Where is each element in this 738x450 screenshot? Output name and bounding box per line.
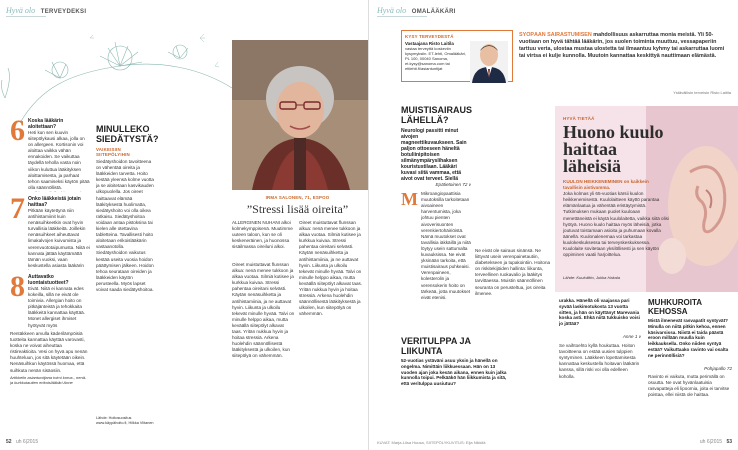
- intro-lead: SYÖPÄÄN SAIRASTUMISEN: [519, 32, 592, 38]
- qa-text-7: Pitkään käytettynä niin antihistamiinit kuin nenäsuihkeetkin ovat hyvin turvallisia lääkkeitä. Joillekin nenäsuihkeet aiheuttavat limakalvojen kuivumista ja verenvuototaipumusta. Niitä ei kannata jättää käyttämättä tämän vuoksi, vaan keskustella asiasta lääkärin: [28, 208, 90, 268]
- qa-thrombosis-question: 52-vuotias ystäväni asuu yksin ja hänellä on ongelma. Nimittäin liikkuessaan. Hän on 13 vuoden ajan joka kesän aikana, ennen kuin jalka kunnolla toipui. Pelkääkö hän liikkumista ja sitä, että veritulppa uusiutuu?: [401, 358, 507, 387]
- right-footer: [700, 439, 732, 445]
- feature-text: Oireet muistuttavat flunssan alkua: nenä menee tukkoon ja alkaa vuotaa. Silmiä kutisee ja kurkkua kuivaa. Stressi pahentaa oireitani selvästi. Käytän nenäsuihketta ja antihistamiinia, ja ne auttavat hyvin. Liikunta ja ulkoilu tekevät minulle hyvää. Talvi on minulle helppo aikaa, mutta keväällä siitepölyt alkavat taas. Yritän nukkua hyvin ja hoitaa stressiä. Arkena huolehdin säännöllisestä lääkityksestä ja ulkoilen, kun siitepölyä on vähemmän.: [232, 262, 295, 359]
- dandelion-illustration: [0, 18, 232, 128]
- qa-memory: [401, 105, 471, 317]
- qa-number-7: 7: [10, 192, 25, 225]
- qa-question-6: Koska lääkärin aloitettaan?: [28, 118, 64, 130]
- credits: KUVAT: Marja-Liisa Huusa, SIITEPÖLYKUVITUS: Eija Nikkilä: [377, 440, 486, 445]
- right-page: [369, 0, 738, 450]
- qa-lumps-question: Mistä ilmenevät rasvapatit syntyvät? Minulla on niitä pitkin kehoa, ennen käsivarsissa. Niistä ei taida päästä eroon millään muulla kuin leikkauksella. Onko niiden syntyä estää? Vaikuttaako ravinto vai osalta ne perinnöllisiä?: [648, 318, 729, 358]
- issue-right: uh 6|2015: [699, 439, 723, 445]
- qa-item-7: [10, 192, 90, 270]
- qa-anticoag-answer: Se vaihtoehto kyllä houkuttaa. Hoiton tavoitteena on estää uusien tulppien syntyminen. Lääkkeen lopettamisesta kannattaa keskustella hoitavan lääkärin kanssa, sillä riski voi olla edelleen koholla.: [559, 343, 640, 379]
- sidebar-box: [96, 124, 159, 426]
- expert-name: Vastaajana Risto Laitila: [405, 41, 454, 46]
- qa-text-8b: Rentäkkeen arvulla käderilämpöisiä tuotteita kannattaa käyttää varovasti, koska ne voivat aiheuttaa ristireaktioita. Vesi on hyvä apu nenän huuhteluun, jos sitä käytetään oikein. Nenäsuihkun käytössä huomaa, että suihkuta nenän sisäosiin.: [10, 331, 88, 373]
- qa-anticoag-text: urakka. Hänellä oli vaajassa pari syvää laskimotukosta 13 vuotta sitten, ja hän on käyttänyt Marevania koska asti. Ehkä niitä tukkuisko voisi jo jättää?: [559, 298, 640, 327]
- qa-question-8: Auttavatko luontaistuotteet?: [28, 274, 69, 286]
- qa-question-7: Onko lääkkeistä jotain haittaa?: [28, 196, 81, 208]
- feature-name-line: IRMA SALONEN, 71, ESPOO: [265, 195, 330, 200]
- intro-text: mahdollisuus askarruttaa monia meistä. Yli 50-vuotiaan on hyvä tähtää lääkärin, jos suolen toiminta muuttuu, vessapaperiin tarttuu verta, ulostaa mustaa ulostetta tai ilmaantuu kyhmy tai askarruttaa luomi tai virtsa ei kulje kunnolla. Muutoin kannattaa keskittyä nauttimaan elämästä.: [519, 32, 725, 59]
- qa-number-8: 8: [10, 270, 25, 303]
- feature-headline: ”Stressi lisää oireita”: [246, 202, 349, 216]
- hearing-lead: KUULON HEIKKENEMINEN on kaikkein tavallisin aistivamma.: [563, 179, 649, 191]
- section-name-right: OMALÄÄKÄRI: [411, 9, 456, 15]
- qa-number-6: 6: [10, 114, 25, 147]
- qa-memory-sig: Epätietoinen 72 v: [435, 182, 471, 187]
- expert-avatar: [470, 41, 508, 83]
- qa-memory-answer: Mikroangiopaattisia muutoksilla tarkoitetaan aivoaineen harventumista, joka johtuu pienten aivoverisuonten verenkiertohäiriöistä. Nämä muutokset ovat tavallisia iäkkäillä ja niitä löytyy usein sattumalta kuvauksissa. Ne eivät yksinään tarkoita, että muistisairaus puhkeaisi. Verenpaineen, kolesterolin ja verensokerin hoito on tärkeää, jotta muutokset eivät etenisi.: [421, 191, 471, 300]
- expert-text: vastaa terveyttä koskeviin kysymyksiin. ET-lehti, Omalääkäri, PL 100, 00040 Sanoma, et.kysy@sanoma.com tai ettlehti.fi/asiantuntijat: [405, 46, 466, 71]
- sidebar-title: MINULLEKO SIEDÄTYSTÄ?: [96, 124, 159, 144]
- qa-memory-question: Neurologi passitti minut aivojen magneettikuvaukseen. Sain paljon ottoeseen häneltä botuliinipitoisen silmänympäryslihaksen kouristustilaan. Lääkäri kuvasi siitä vammaa, että aivot ovat terveet. Siellä: [401, 128, 467, 182]
- left-footer: [6, 439, 38, 445]
- qa-text-8: Eivät. Niitä ei kannata edes kokeilla, sillä ne eivät ole toimivia. Allergian hoito on pitkäjänteistä ja tehokkaita lääkkeitä kannattaa käyttää. Monet allergiset ihmiset hyötyvät myös: [28, 286, 85, 328]
- qa-column: [10, 114, 90, 385]
- intro-box: [519, 32, 731, 96]
- feature-lead: ALLERGINEN NUHANI alkoi kolmekymppisenä. Muutimme uuteen taloon, kun se oli keskeneräinen, ja huonossa sisäilmassa oireiluni alkoi.: [232, 220, 293, 250]
- sidebar-text: Siedätyshoidon tavoitteena on vähentää oireita ja lääkkeiden tarvetta. Hoito kestää yleensä kolme vuotta ja se aloitetaan kasvikauden ulkopuolella. Jos oireet haittaavat elämää lääkityksestä huolimatta, siedätyshoito voi olla oikea ratkaisu. Siedätyshoitoa voidaan antaa pistoksina tai kielen alle otettavina tabletteina. Tavallisesti hoito aloitetaan erikoislääkärin vastaanotolla. Siedätyshoidon vaikutus kestää useita vuosia hoidon päättymisen jälkeen. Hoidon tehoa seurataan oireiden ja lääkkeiden käytön perusteella. Myös lapset voivat saada siedätyshoitoa.: [96, 159, 154, 292]
- issue-left: uh 6|2015: [15, 439, 39, 445]
- sidebar-kicker: VAIKEISIIN SIITEPÖLYIHIN: [96, 147, 130, 157]
- left-header: [6, 6, 86, 15]
- sidebar-caption: Lähde: Hoitosuositus www.käypähoito.fi, Hilkka Viitanen: [96, 416, 154, 425]
- answer-mark-icon: M: [401, 189, 418, 210]
- magazine-name-right: Hyvä olo: [377, 6, 407, 15]
- feature-article: [232, 195, 363, 438]
- qa-thrombosis-title: VERITULPPA JA LIIKUNTA: [401, 336, 471, 356]
- qa-memory-col2: [475, 248, 555, 328]
- qa-text-6: Heti kun sen kuuvin siitepölykausi alkaa, jolla on on allergeen. Kortisonin voi aloittaa vaikka vähän ennakoiden. Se vaikuttaa täydellä teholla vasta noin viikon kuluttua lääkityksen aloittamisesta, ja parhaat tehon saamiseksi käytön pitää olla säännöllistä.: [28, 130, 90, 190]
- feature-text-cont: Oireet muistuttavat flunssan alkua: nenä menee tukkoon ja alkaa vuotaa. Silmiä kutisee ja kurkkua kuivaa. Stressi pahentaa oireitani selvästi. Käytän nenäsuihketta ja antihistamiinia, ja ne auttavat hyvin. Liikunta ja ulkoilu tekevät minulle hyvää. Talvi on minulle helppo aikaa, mutta keväällä siitepölyt alkavat taas. Yritän nukkua hyvin ja hoitaa stressiä. Arkena huolehdin säännöllisestä lääkityksestä ja ulkoilen, kun siitepölyä on vähemmän.: [299, 220, 363, 317]
- qa-anticoag-sig: Anne 1 v: [622, 334, 641, 339]
- portrait-photo: [232, 40, 369, 190]
- hearing-text: Joka kolmas yli 65-vuotias kärsii kuulon heikkenemisestä. Kuulolaitteen käyttö parantaa elämänlaatua ja vähentää eristäytymistä. Tutkimuksen mukaan puolet kuuloaan menettäneistä ei käytä kuulolaitetta, vaikka siitä olisi hyötyä. Huono kuulo haittaa myös läheisiä, jotka joutuvat toistamaan asioita ja puhumaan kovalla äänellä. Kuulonalenemaa voi tarkastaa kuulokeskuksessa tai terveyskeskuksessa. Kuulolaite sovitetaan yksilöllisesti ja sen käytön oppiminen vaatii harjoittelua.: [563, 191, 669, 258]
- qa-anticoagulant: [559, 298, 641, 405]
- section-name: TERVEYDEKSI: [40, 9, 87, 15]
- header-divider-right: [377, 16, 427, 17]
- qa-item-6: [10, 114, 90, 192]
- magazine-name: Hyvä olo: [6, 6, 36, 15]
- intro-signature: Ystävällisin terveisin Risto Laitila: [673, 90, 731, 95]
- qa-memory-answer2: Ne eivät ole sairaus sinänsä. Ne liittyvät usein verenpainetautiin, diabetekseen ja tupakointiin. Hoitona on riskitekijöiden hallinta: liikunta, terveellinen ruokavalio ja lääkitys tarvittaessa. Muistin säännöllinen seuranta on perusteltua, jos oireita ilmenee.: [475, 248, 551, 296]
- hearing-kicker: HYVÄ TIETÄÄ: [563, 116, 595, 121]
- qa-memory-title: MUISTISAIRAUS LÄHELLÄ?: [401, 105, 473, 125]
- hearing-headline: Huono kuulo haittaa läheisiä: [563, 122, 664, 176]
- right-header: [377, 6, 456, 15]
- footnote: Artikkelin asiantuntijana toimi korva-, nenä- ja kurkkutautien erikoislääkäri Anne: [10, 375, 87, 385]
- expert-kicker: KYSY TERVEYDESTÄ: [405, 34, 454, 39]
- qa-lumps: [648, 298, 732, 410]
- qa-lumps-title: MUHKUROITA KEHOSSA: [648, 298, 702, 316]
- header-divider: [6, 16, 46, 17]
- hearing-source: Lähde: Kuuloliitto, Jukka Hakala: [563, 275, 620, 281]
- page-number-left: 52: [6, 439, 12, 445]
- page-number-right: 53: [726, 439, 732, 445]
- qa-item-8: [10, 270, 90, 373]
- qa-lumps-sig: Pohjapallo 72: [704, 366, 732, 371]
- expert-box: [401, 30, 513, 82]
- qa-lumps-answer: Ravinto ei vaikuta, mutta perimällä on osuutta. Ne ovat hyvänlaatuisia rasvapatteja eli lipoomia, joita ei tarvitse poistaa, ellei niistä ole haittaa.: [648, 374, 730, 398]
- hearing-feature: [555, 106, 738, 292]
- qa-thrombosis: [401, 336, 511, 406]
